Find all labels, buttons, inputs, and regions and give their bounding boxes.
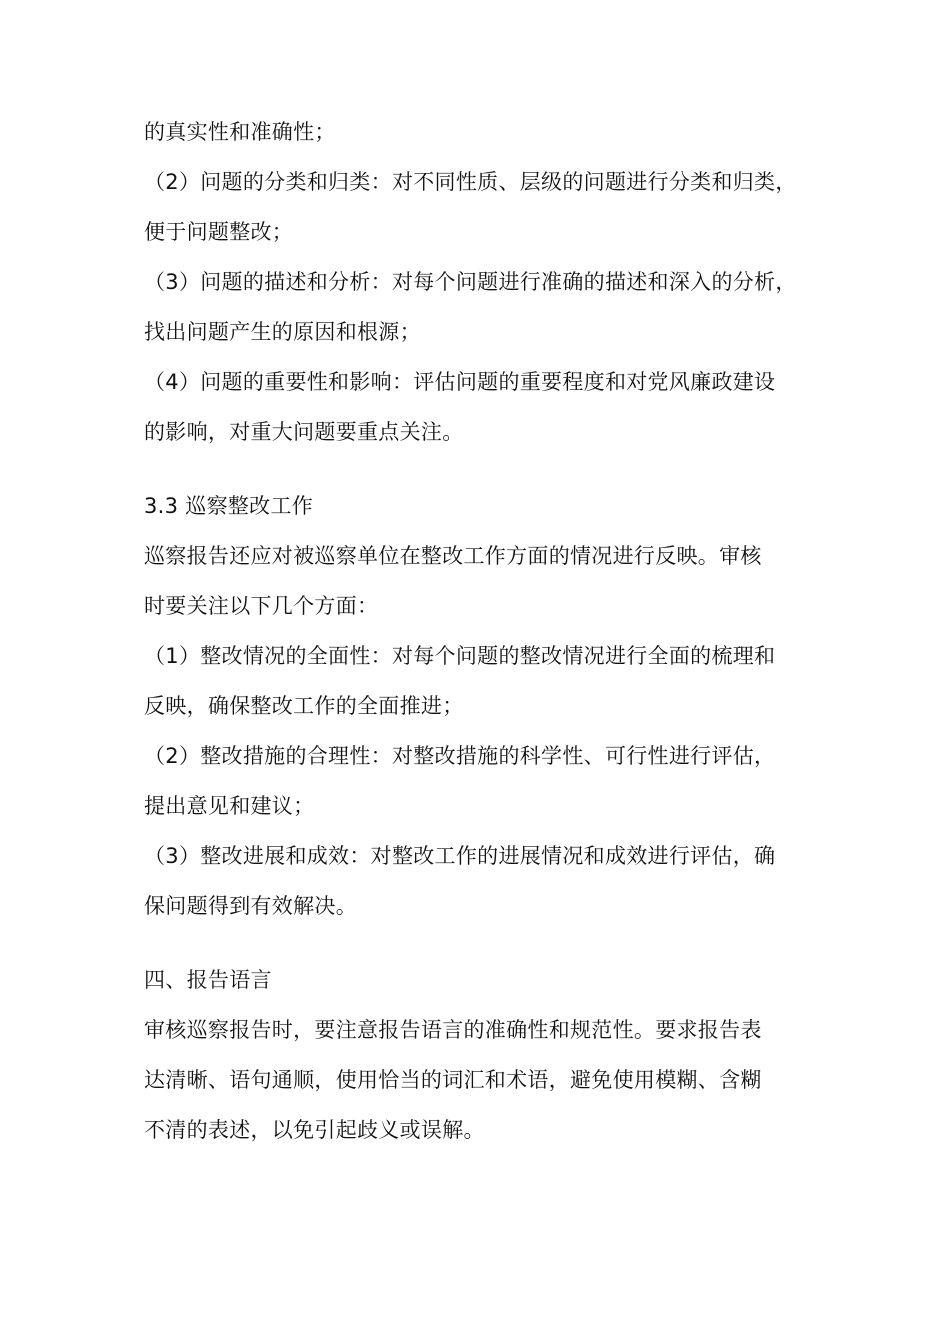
list-item-line: （3）整改进展和成效：对整改工作的进展情况和成效进行评估，确 xyxy=(144,844,776,868)
list-item-line: （2）整改措施的合理性：对整改措施的科学性、可行性进行评估， xyxy=(144,744,776,768)
list-item-line: 的影响，对重大问题要重点关注。 xyxy=(144,420,464,444)
list-item-line: 找出问题产生的原因和根源； xyxy=(144,320,421,344)
list-item-line: （2）问题的分类和归类：对不同性质、层级的问题进行分类和归类， xyxy=(144,170,797,194)
section-heading: 四、报告语言 xyxy=(144,968,272,992)
paragraph-line: 达清晰、语句通顺，使用恰当的词汇和术语，避免使用模糊、含糊 xyxy=(144,1068,762,1092)
list-item-line: 便于问题整改； xyxy=(144,220,294,244)
text-line: 的真实性和准确性； xyxy=(144,120,336,144)
section-heading: 3.3 巡察整改工作 xyxy=(144,494,314,518)
paragraph-line: 不清的表述，以免引起歧义或误解。 xyxy=(144,1118,485,1142)
list-item-line: 提出意见和建议； xyxy=(144,794,315,818)
list-item-line: （1）整改情况的全面性：对每个问题的整改情况进行全面的梳理和 xyxy=(144,644,776,668)
paragraph-line: 时要关注以下几个方面： xyxy=(144,594,379,618)
paragraph-line: 巡察报告还应对被巡察单位在整改工作方面的情况进行反映。审核 xyxy=(144,544,762,568)
list-item-line: （4）问题的重要性和影响：评估问题的重要程度和对党风廉政建设 xyxy=(144,370,776,394)
paragraph-line: 审核巡察报告时，要注意报告语言的准确性和规范性。要求报告表 xyxy=(144,1018,762,1042)
list-item-line: 保问题得到有效解决。 xyxy=(144,894,357,918)
list-item-line: 反映，确保整改工作的全面推进； xyxy=(144,694,464,718)
list-item-line: （3）问题的描述和分析：对每个问题进行准确的描述和深入的分析， xyxy=(144,270,797,294)
